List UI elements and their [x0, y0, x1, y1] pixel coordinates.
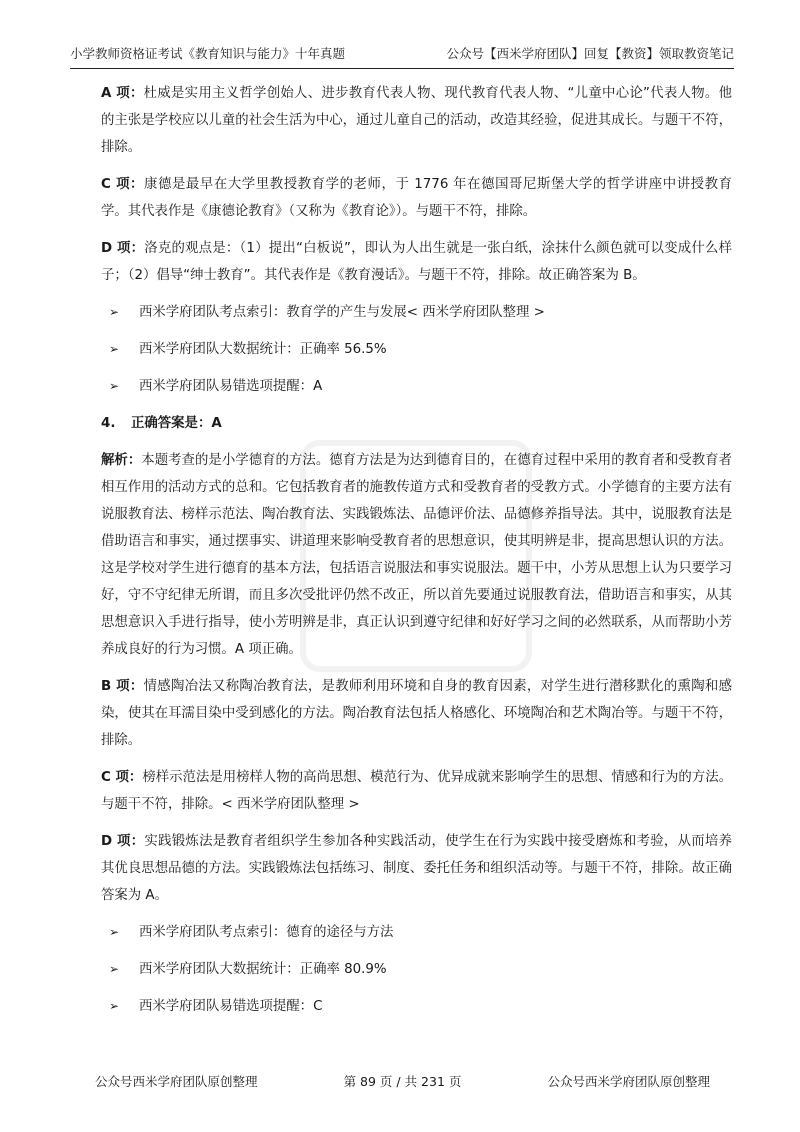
- arrow-icon: ➢: [109, 999, 120, 1013]
- q4-answer: 正确答案是：A: [131, 416, 222, 431]
- header-right: 公众号【西米学府团队】回复【教资】领取教资笔记: [446, 46, 734, 61]
- q4-option-d: D 项：实践锻炼法是教育者组织学生参加各种实践活动，使学生在行为实践中接受磨炼和考验，从而培养其优良思想品德的方法。实践锻炼法包括练习、制度、委托任务和组织活动等。与题干不符，排除。故正确答案为 A。: [101, 834, 732, 903]
- arrow-icon: ➢: [109, 305, 120, 319]
- q4-bullet-error: ➢ 西米学府团队易错选项提醒：C: [101, 993, 732, 1020]
- q3-bullet-error: ➢ 西米学府团队易错选项提醒：A: [101, 373, 732, 400]
- page-content: [101, 80, 732, 1030]
- arrow-icon: ➢: [109, 342, 120, 356]
- q4-bullet-stats: ➢ 西米学府团队大数据统计：正确率 80.9%: [101, 956, 732, 983]
- arrow-icon: ➢: [109, 379, 120, 393]
- q4-option-b: B 项：情感陶冶法又称陶冶教育法，是教师利用环境和自身的教育因素，对学生进行潜移默化的熏陶和感染，使其在耳濡目染中受到感化的方法。陶冶教育法包括人格感化、环境陶冶和艺术陶冶等。与题干不符，排除。: [101, 679, 732, 748]
- page-number: 第 89 页 / 共 231 页: [343, 1074, 462, 1089]
- page-header: [70, 44, 734, 69]
- q3-bullet-stats: ➢ 西米学府团队大数据统计：正确率 56.5%: [101, 336, 732, 363]
- footer-right: 公众号西米学府团队原创整理: [547, 1074, 710, 1089]
- q4-number: 4.: [101, 416, 116, 431]
- q4-option-c: C 项：榜样示范法是用榜样人物的高尚思想、模范行为、优异成就来影响学生的思想、情感和行为的方法。与题干不符，排除。< 西米学府团队整理 >: [101, 770, 732, 812]
- page-footer: [95, 1072, 710, 1090]
- header-left: 小学教师资格证考试《教育知识与能力》十年真题: [70, 46, 346, 61]
- q3-option-d: D 项：洛克的观点是：（1）提出“白板说”，即认为人出生就是一张白纸，涂抹什么颜色就可以变成什么样子；（2）倡导“绅士教育”。其代表作是《教育漫话》。与题干不符，排除。故正确答案为 B。: [101, 241, 732, 283]
- q3-bullet-index: ➢ 西米学府团队考点索引：教育学的产生与发展< 西米学府团队整理 >: [101, 299, 732, 326]
- arrow-icon: ➢: [109, 925, 120, 939]
- q4-heading: [101, 410, 732, 437]
- q4-analysis: 解析：本题考查的是小学德育的方法。德育方法是为达到德育目的，在德育过程中采用的教育者和受教育者相互作用的活动方式的总和。它包括教育者的施教传道方式和受教育者的受教方式。小学德育的主要方法有说服教育法、榜样示范法、陶冶教育法、实践锻炼法、品德评价法、品德修养指导法。其中，说服教育法是借助语言和事实，通过摆事实、讲道理来影响受教育者的思想意识，使其明辨是非，提高思想认识的方法。这是学校对学生进行德育的基本方法，包括语言说服法和事实说服法。题干中，小芳从思想上认为只要学习好，守不守纪律无所谓，而且多次受批评仍然不改正，所以首先要通过说服教育法，借助语言和事实，从其思想意识入手进行指导，使小芳明辨是非，真正认识到遵守纪律和好好学习之间的必然联系，从而帮助小芳养成良好的行为习惯。A 项正确。: [101, 453, 732, 657]
- q4-bullet-index: ➢ 西米学府团队考点索引：德育的途径与方法: [101, 919, 732, 946]
- arrow-icon: ➢: [109, 962, 120, 976]
- footer-left: 公众号西米学府团队原创整理: [95, 1074, 258, 1089]
- q3-option-c: C 项：康德是最早在大学里教授教育学的老师，于 1776 年在德国哥尼斯堡大学的哲学讲座中讲授教育学。其代表作是《康德论教育》（又称为《教育论》）。与题干不符，排除。: [101, 177, 732, 219]
- q3-option-a: A 项：杜威是实用主义哲学创始人、进步教育代表人物、现代教育代表人物、“儿童中心论”代表人物。他的主张是学校应以儿童的社会生活为中心，通过儿童自己的活动，改造其经验，促进其成长。与题干不符，排除。: [101, 86, 732, 155]
